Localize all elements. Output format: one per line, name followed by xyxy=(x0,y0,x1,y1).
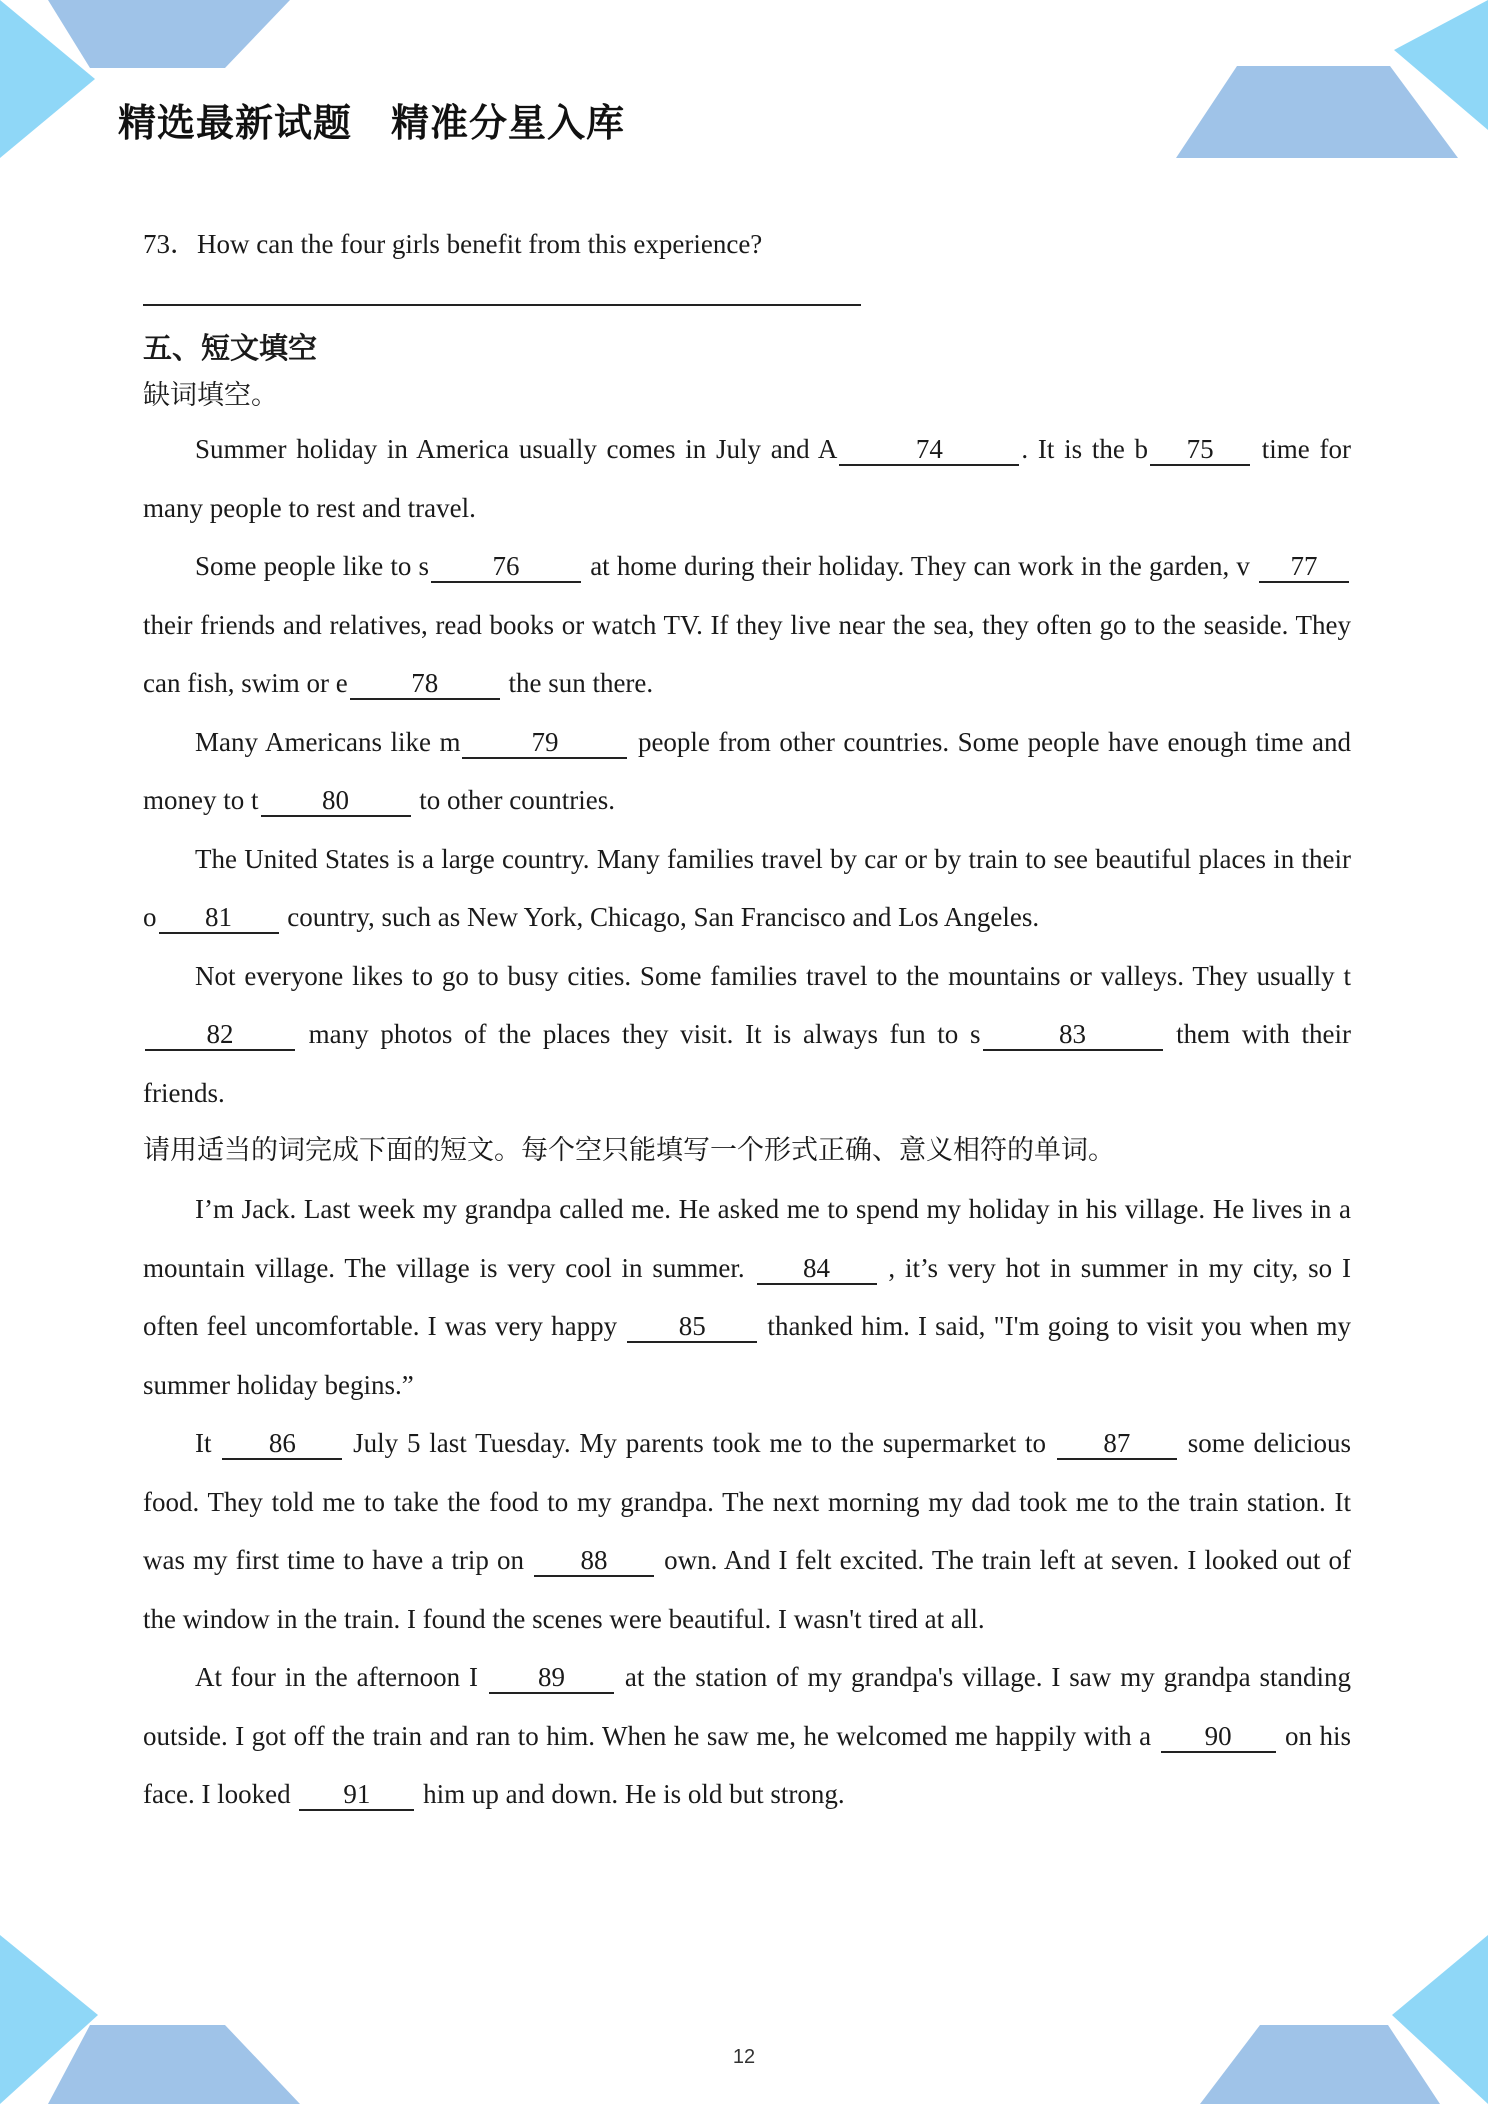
passage1-paragraph-2: Some people like to s 76 at home during their holiday. They can work in the garden, v 77 their friends and relatives, read books or watch TV. If they live near the sea, they often go to the seaside. They can fish, swim or e 78 the sun there. xyxy=(143,551,1351,698)
blank-83[interactable]: 83 xyxy=(983,1019,1163,1051)
passage1-paragraph-4: The United States is a large country. Many families travel by car or by train to see beautiful places in their o 81 country, such as New York, Chicago, San Francisco and Los Angeles. xyxy=(143,843,1351,932)
blank-74[interactable]: 74 xyxy=(839,434,1019,466)
page-number: 12 xyxy=(732,2046,756,2068)
blank-90[interactable]: 90 xyxy=(1161,1721,1276,1753)
blank-84[interactable]: 84 xyxy=(757,1253,877,1285)
blank-81[interactable]: 81 xyxy=(159,902,279,934)
blank-85[interactable]: 85 xyxy=(627,1311,757,1343)
blank-79[interactable]: 79 xyxy=(462,727,627,759)
blank-76[interactable]: 76 xyxy=(431,551,581,583)
blank-87[interactable]: 87 xyxy=(1057,1428,1177,1460)
blank-91[interactable]: 91 xyxy=(299,1779,414,1811)
passage1-paragraph-5: Not everyone likes to go to busy cities. Some families travel to the mountains or valleys. They usually t82 many photos of the places they visit. It is always fun to s 83 them with their friends. xyxy=(143,960,1352,1108)
corner-triangle-bottom-right xyxy=(1392,1935,1488,2104)
blank-82[interactable]: 82 xyxy=(145,1019,295,1051)
corner-triangle-top-left xyxy=(0,0,95,158)
blank-88[interactable]: 88 xyxy=(534,1545,654,1577)
corner-trapezoid-top-left xyxy=(48,0,290,68)
corner-triangle-bottom-left xyxy=(0,1935,98,2104)
blank-77[interactable]: 77 xyxy=(1259,551,1349,583)
blank-75[interactable]: 75 xyxy=(1150,434,1250,466)
section-title: 五、短文填空 xyxy=(143,331,318,365)
header-title: 精选最新试题 精准分星入库 xyxy=(118,101,626,145)
passage1-paragraph-3: Many Americans like m 79 people from other countries. Some people have enough time and money to t 80 to other countries. xyxy=(143,726,1351,815)
page-content xyxy=(143,218,1351,1824)
passage2-paragraph-3: At four in the afternoon I 89 at the station of my grandpa's village. I saw my grandpa standing outside. I got off the train and ran to him. When he saw me, he welcomed me happily with a 90 on his face. I looked 91 him up and down. He is old but strong. xyxy=(143,1662,1351,1809)
passage2-paragraph-1: I’m Jack. Last week my grandpa called me. He asked me to spend my holiday in his village. He lives in a mountain village. The village is very cool in summer. 84 , it’s very hot in summer in my city, so I often feel uncomfortable. I was very happy 85 thanked him. I said, "I'm going to visit you when my summer holiday begins.” xyxy=(143,1194,1351,1400)
corner-triangle-top-right xyxy=(1394,0,1488,130)
passage1-paragraph-1: Summer holiday in America usually comes in July and A 74 . It is the b 75 time for many people to rest and travel. xyxy=(143,434,1351,523)
corner-trapezoid-top-right xyxy=(1176,66,1458,158)
instruction-2: 请用适当的词完成下面的短文。每个空只能填写一个形式正确、意义相符的单词。 xyxy=(143,1135,1115,1166)
blank-89[interactable]: 89 xyxy=(489,1662,614,1694)
instruction-1: 缺词填空。 xyxy=(143,380,278,411)
blank-86[interactable]: 86 xyxy=(222,1428,342,1460)
question-73: 73．How can the four girls benefit from this experience? xyxy=(143,229,763,259)
answer-line-73[interactable] xyxy=(143,304,861,306)
blank-78[interactable]: 78 xyxy=(350,668,500,700)
passage2-paragraph-2: It 86 July 5 last Tuesday. My parents took me to the supermarket to 87 some delicious food. They told me to take the food to my grandpa. The next morning my dad took me to the train station. It was my first time to have a trip on 88 own. And I felt excited. The train left at seven. I looked out of the window in the train. I found the scenes were beautiful. I wasn't tired at all. xyxy=(143,1428,1351,1634)
blank-80[interactable]: 80 xyxy=(261,785,411,817)
